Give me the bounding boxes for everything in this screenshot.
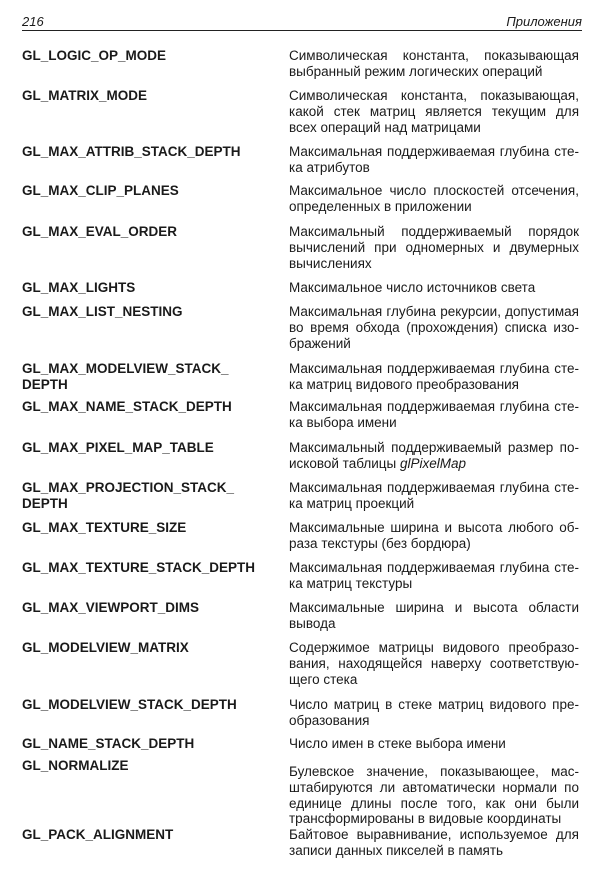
description-line: Максимальные ширина и высота любого об- bbox=[289, 520, 579, 535]
constant-description bbox=[289, 399, 579, 431]
constant-name-line: GL_PACK_ALIGNMENT bbox=[22, 827, 174, 842]
constant-name bbox=[22, 183, 272, 199]
constant-name bbox=[22, 361, 272, 392]
constant-name-line: GL_NAME_STACK_DEPTH bbox=[22, 736, 195, 751]
description-line: Максимальный поддерживаемый порядок bbox=[289, 224, 579, 239]
description-line: во время обхода (прохождения) списка изо- bbox=[289, 319, 579, 335]
constant-name-line: GL_MAX_TEXTURE_STACK_DEPTH bbox=[22, 560, 256, 575]
description-line: выбранный режим логических операций bbox=[289, 63, 543, 79]
constant-name bbox=[22, 88, 272, 104]
description-line: Число матриц в стеке матриц видового пре- bbox=[289, 697, 579, 712]
description-line: ка матриц проекций bbox=[289, 495, 415, 511]
section-title: Приложения bbox=[506, 14, 582, 29]
description-line: вания, находящейся наверху соответствую- bbox=[289, 655, 579, 671]
constant-name bbox=[22, 600, 272, 616]
page-header bbox=[22, 12, 582, 31]
constant-name-line: GL_LOGIC_OP_MODE bbox=[22, 48, 167, 63]
constant-name bbox=[22, 827, 272, 843]
description-line: какой стек матриц является текущим для bbox=[289, 103, 579, 119]
constant-name bbox=[22, 48, 272, 64]
description-line: вычислений при одномерных и двумерных bbox=[289, 239, 579, 255]
function-name: glPixelMap bbox=[399, 455, 466, 471]
constant-name-line: GL_MAX_EVAL_ORDER bbox=[22, 224, 178, 239]
constant-description bbox=[289, 560, 579, 592]
constant-name bbox=[22, 304, 272, 320]
description-line: трансформированы в видовые координаты bbox=[289, 811, 562, 827]
description-line: ка матриц текстуры bbox=[289, 575, 413, 591]
constant-name-line: DEPTH bbox=[22, 376, 68, 392]
description-line: единице длины после того, как они были bbox=[289, 795, 579, 811]
description-line: раза текстуры (без бордюра) bbox=[289, 535, 471, 551]
description-line: Максимальная поддерживаемая глубина сте- bbox=[289, 480, 579, 495]
description-text: исковой таблицы bbox=[289, 455, 400, 471]
constant-description bbox=[289, 480, 579, 512]
description-line: Максимальное число источников света bbox=[289, 280, 536, 295]
description-line: Содержимое матрицы видового преобразо- bbox=[289, 640, 579, 655]
description-line: Байтовое выравнивание, используемое для bbox=[289, 827, 579, 842]
constant-name bbox=[22, 640, 272, 656]
description-line: вывода bbox=[289, 615, 336, 631]
description-line: Максимальная поддерживаемая глубина сте- bbox=[289, 399, 579, 414]
description-line: определенных в приложении bbox=[289, 198, 472, 214]
constant-description bbox=[289, 48, 579, 80]
constant-description bbox=[289, 361, 579, 393]
constant-description bbox=[289, 764, 579, 827]
constant-description bbox=[289, 144, 579, 176]
description-line: штабируются ли автоматически нормали по bbox=[289, 779, 579, 795]
description-line: Максимальная поддерживаемая глубина сте- bbox=[289, 144, 579, 159]
constant-name-line: GL_MAX_PROJECTION_STACK_ bbox=[22, 480, 235, 495]
constant-description bbox=[289, 88, 579, 135]
description-line: Максимальное число плоскостей отсечения, bbox=[289, 183, 579, 198]
description-line: ка атрибутов bbox=[289, 159, 370, 175]
constant-name-line: GL_MAX_MODELVIEW_STACK_ bbox=[22, 361, 229, 376]
constant-name bbox=[22, 560, 272, 576]
constant-name bbox=[22, 440, 272, 456]
description-line: щего стека bbox=[289, 671, 358, 687]
constant-name bbox=[22, 520, 272, 536]
page-number: 216 bbox=[22, 14, 44, 29]
constant-description bbox=[289, 697, 579, 729]
description-line: Максимальная поддерживаемая глубина сте- bbox=[289, 560, 579, 575]
description-line: Символическая константа, показывающая, bbox=[289, 88, 579, 103]
constant-name bbox=[22, 280, 272, 296]
constant-description bbox=[289, 224, 579, 271]
constant-description bbox=[289, 304, 579, 351]
constant-name-line: GL_MAX_ATTRIB_STACK_DEPTH bbox=[22, 144, 241, 159]
constant-name-line: DEPTH bbox=[22, 495, 68, 511]
constant-name-line: GL_MATRIX_MODE bbox=[22, 88, 148, 103]
constant-name bbox=[22, 399, 272, 415]
constant-name-line: GL_MAX_NAME_STACK_DEPTH bbox=[22, 399, 232, 414]
constant-name bbox=[22, 758, 272, 774]
constant-name-line: GL_MAX_TEXTURE_SIZE bbox=[22, 520, 187, 535]
description-line: записи данных пикселей в память bbox=[289, 842, 504, 858]
description-line: Число имен в стеке выбора имени bbox=[289, 736, 506, 751]
description-line: Максимальная глубина рекурсии, допустимая bbox=[289, 304, 579, 319]
description-line: вычислениях bbox=[289, 255, 372, 271]
constant-name bbox=[22, 697, 272, 713]
description-line: образования bbox=[289, 712, 370, 728]
description-line: ка матриц видового преобразования bbox=[289, 376, 519, 392]
description-line: Максимальная поддерживаемая глубина сте- bbox=[289, 361, 579, 376]
constant-name-line: GL_MODELVIEW_MATRIX bbox=[22, 640, 189, 655]
constant-description bbox=[289, 440, 579, 472]
description-line: всех операций над матрицами bbox=[289, 119, 481, 135]
description-line: Максимальные ширина и высота области bbox=[289, 600, 579, 615]
description-line: Максимальный поддерживаемый размер по- bbox=[289, 440, 579, 455]
constant-description bbox=[289, 183, 579, 215]
constant-description bbox=[289, 827, 579, 859]
constant-description bbox=[289, 520, 579, 552]
constant-name-line: GL_NORMALIZE bbox=[22, 758, 129, 773]
constant-name-line: GL_MAX_LIST_NESTING bbox=[22, 304, 183, 319]
constant-description bbox=[289, 736, 579, 752]
constant-description bbox=[289, 600, 579, 632]
description-line: ка выбора имени bbox=[289, 414, 397, 430]
constant-name-line: GL_MAX_VIEWPORT_DIMS bbox=[22, 600, 200, 615]
constant-name bbox=[22, 144, 272, 160]
constant-description bbox=[289, 280, 579, 296]
constant-name-line: GL_MODELVIEW_STACK_DEPTH bbox=[22, 697, 237, 712]
description-line: бражений bbox=[289, 335, 351, 351]
constant-name bbox=[22, 224, 272, 240]
constant-name-line: GL_MAX_CLIP_PLANES bbox=[22, 183, 179, 198]
constant-name-line: GL_MAX_PIXEL_MAP_TABLE bbox=[22, 440, 214, 455]
description-line bbox=[289, 456, 579, 472]
constant-description bbox=[289, 640, 579, 687]
constant-name bbox=[22, 736, 272, 752]
constant-name bbox=[22, 480, 272, 511]
constant-name-line: GL_MAX_LIGHTS bbox=[22, 280, 136, 295]
description-line: Булевское значение, показывающее, мас- bbox=[289, 764, 579, 779]
description-line: Символическая константа, показывающая bbox=[289, 48, 579, 63]
